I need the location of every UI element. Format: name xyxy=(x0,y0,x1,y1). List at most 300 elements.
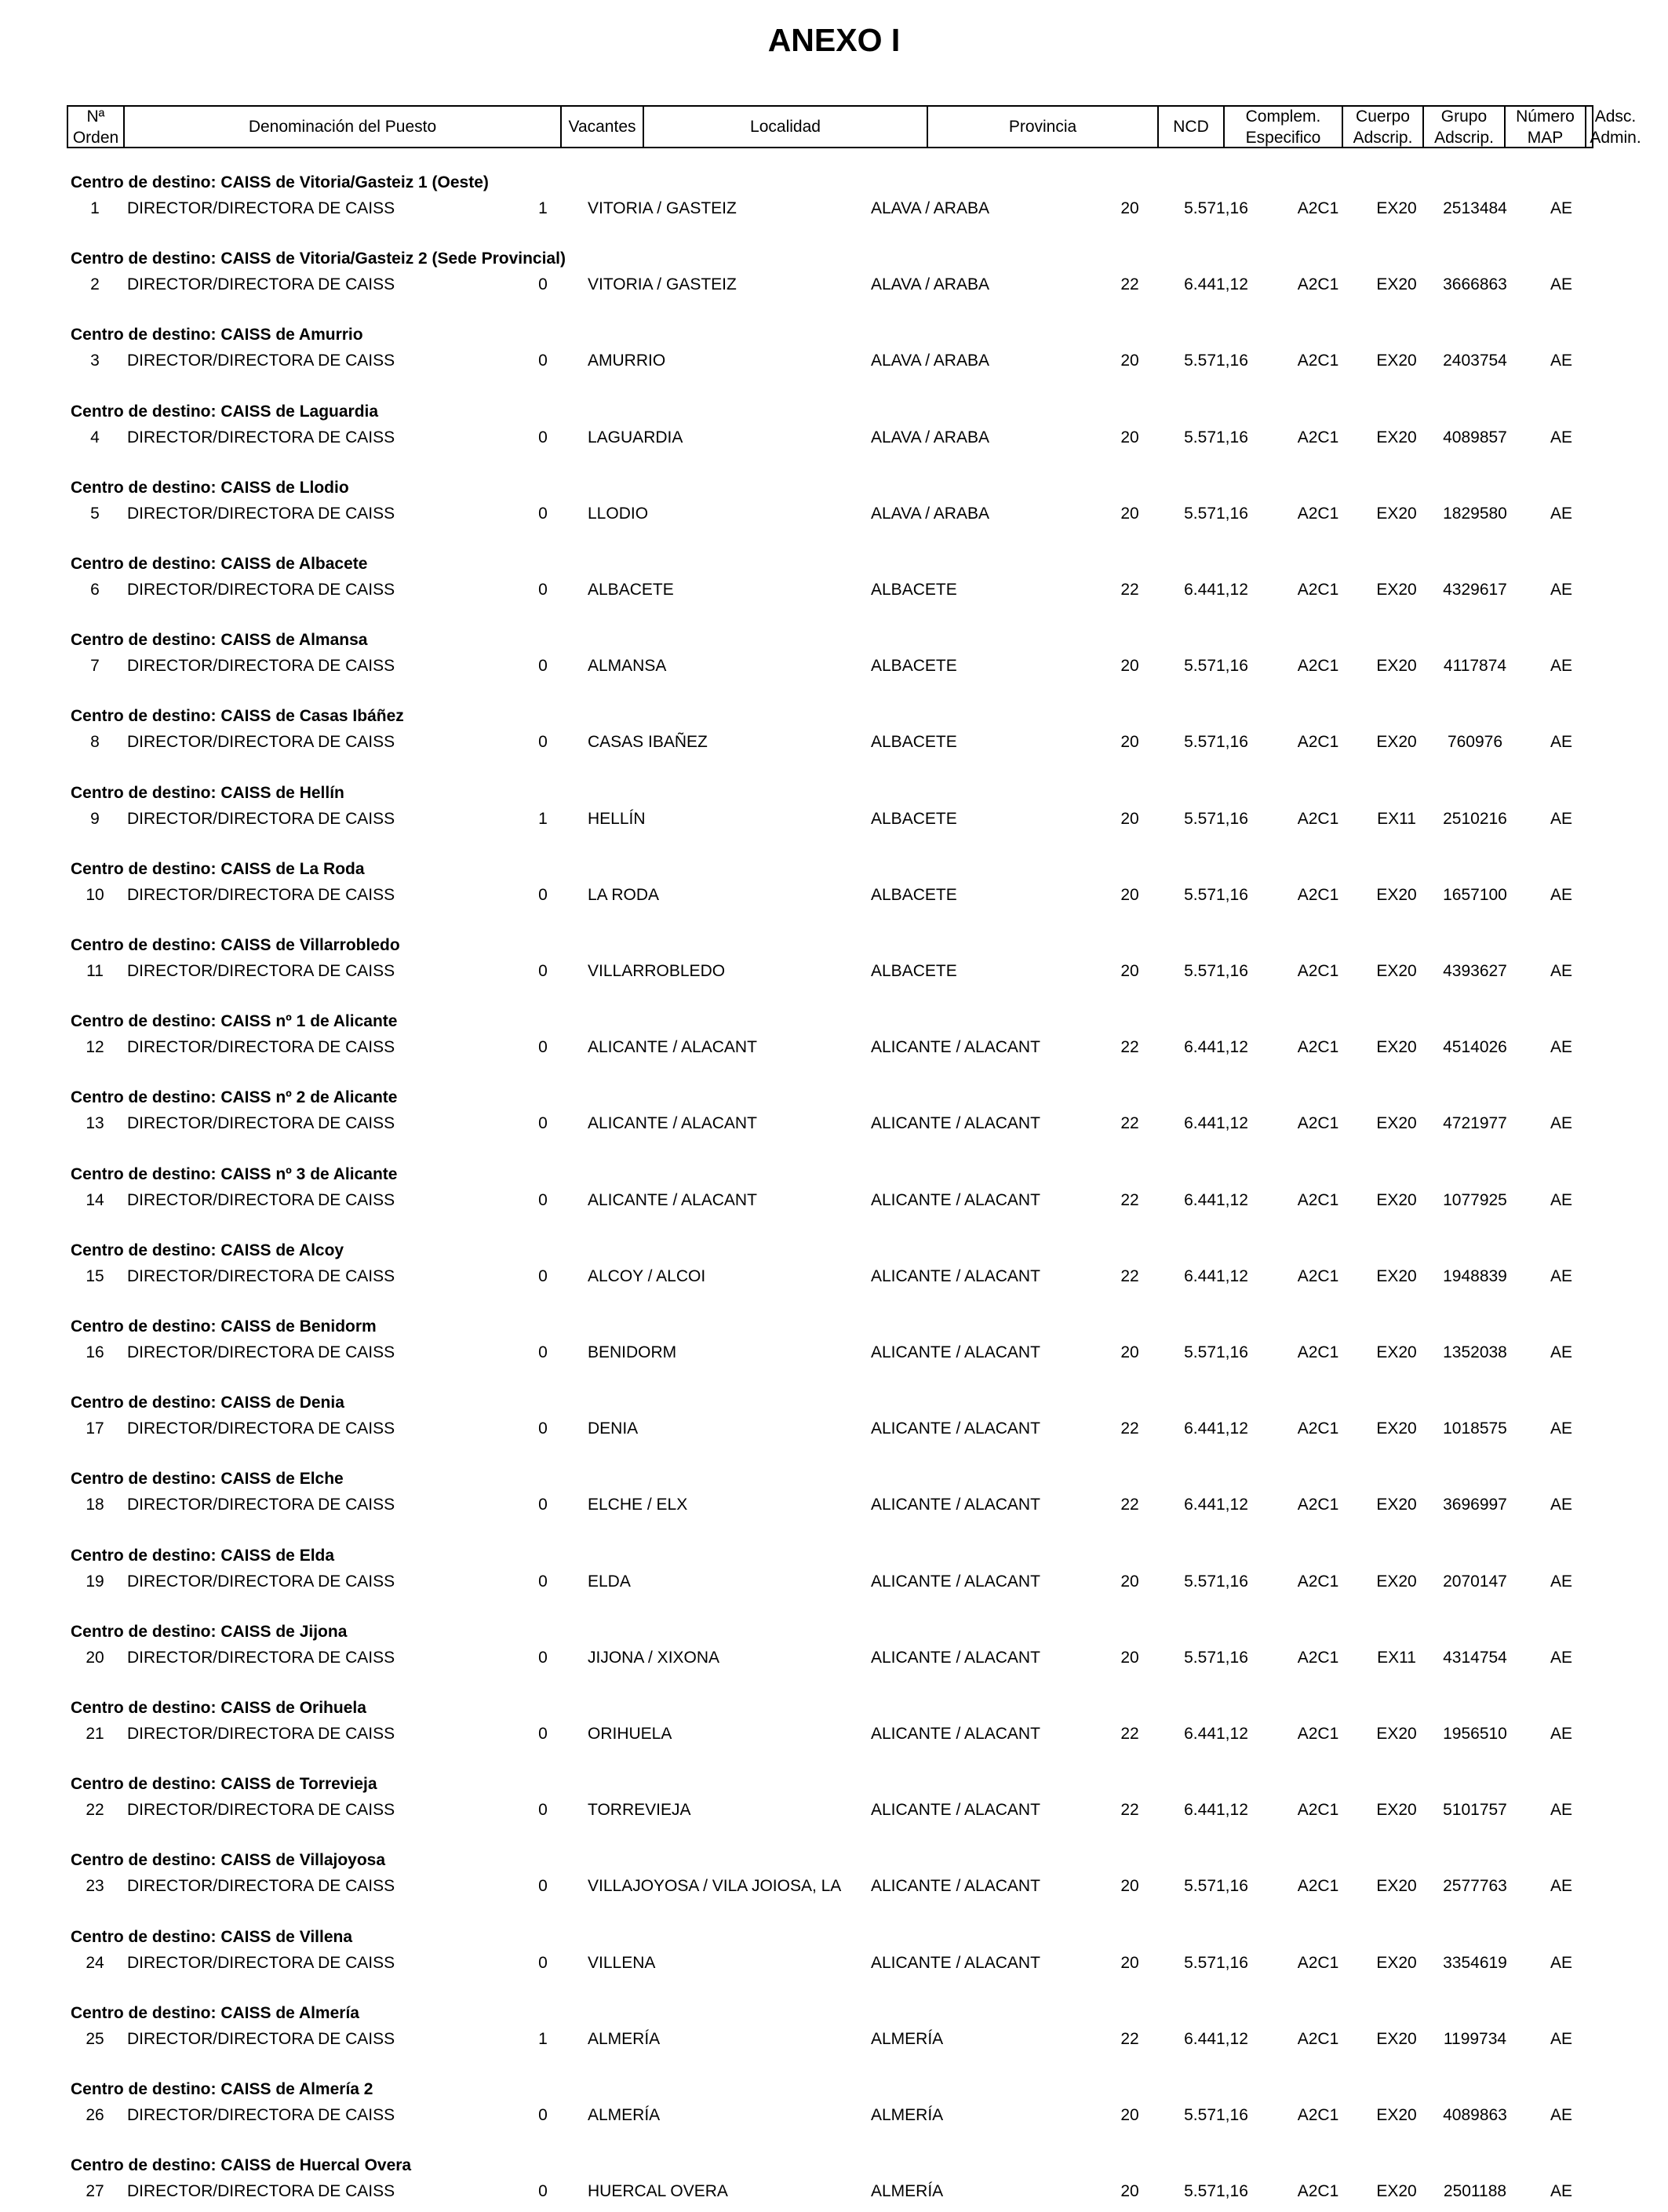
cell-map: 4314754 xyxy=(1443,1649,1507,1667)
cell-map: 3666863 xyxy=(1443,275,1507,293)
cell-cuerpo: A2C1 xyxy=(1297,428,1339,446)
destination-group xyxy=(0,249,1668,305)
cell-cuerpo: A2C1 xyxy=(1297,1191,1339,1209)
cell-map: 1352038 xyxy=(1443,1343,1507,1361)
cell-provincia: ALMERÍA xyxy=(871,2106,944,2124)
cell-localidad: ALICANTE / ALACANT xyxy=(588,1114,757,1132)
cell-complemento: 5.571,16 xyxy=(1184,810,1248,828)
cell-complemento: 6.441,12 xyxy=(1184,1419,1248,1438)
cell-provincia: ALICANTE / ALACANT xyxy=(871,1877,1040,1895)
table-row xyxy=(0,2181,1668,2202)
cell-adsc: AE xyxy=(1550,1649,1572,1667)
cell-provincia: ALBACETE xyxy=(871,581,957,599)
cell-map: 4117874 xyxy=(1443,657,1507,675)
centro-destino-heading: Centro de destino: CAISS de Almería 2 xyxy=(71,2080,373,2098)
cell-puesto: DIRECTOR/DIRECTORA DE CAISS xyxy=(127,2030,395,2048)
cell-orden: 20 xyxy=(86,1649,104,1667)
cell-vacantes: 1 xyxy=(538,2030,548,2048)
cell-provincia: ALBACETE xyxy=(871,886,957,904)
centro-destino-heading: Centro de destino: CAISS de Laguardia xyxy=(71,403,379,421)
cell-ncd: 20 xyxy=(1120,962,1139,980)
cell-puesto: DIRECTOR/DIRECTORA DE CAISS xyxy=(127,1419,395,1438)
cell-puesto: DIRECTOR/DIRECTORA DE CAISS xyxy=(127,275,395,293)
cell-puesto: DIRECTOR/DIRECTORA DE CAISS xyxy=(127,1725,395,1743)
cell-adsc: AE xyxy=(1550,1877,1572,1895)
cell-puesto: DIRECTOR/DIRECTORA DE CAISS xyxy=(127,1267,395,1285)
cell-map: 4721977 xyxy=(1443,1114,1507,1132)
cell-grupo: EX20 xyxy=(1376,1038,1417,1056)
cell-provincia: ALICANTE / ALACANT xyxy=(871,1191,1040,1209)
cell-complemento: 6.441,12 xyxy=(1184,581,1248,599)
cell-adsc: AE xyxy=(1550,886,1572,904)
cell-orden: 9 xyxy=(90,810,100,828)
cell-grupo: EX20 xyxy=(1376,1496,1417,1514)
cell-adsc: AE xyxy=(1550,1419,1572,1438)
cell-complemento: 6.441,12 xyxy=(1184,1114,1248,1132)
destination-group xyxy=(0,1927,1668,1984)
cell-map: 1829580 xyxy=(1443,505,1507,523)
cell-localidad: LAGUARDIA xyxy=(588,428,683,446)
cell-complemento: 5.571,16 xyxy=(1184,657,1248,675)
cell-adsc: AE xyxy=(1550,352,1572,370)
cell-puesto: DIRECTOR/DIRECTORA DE CAISS xyxy=(127,962,395,980)
cell-ncd: 22 xyxy=(1120,1114,1139,1132)
cell-localidad: ALMANSA xyxy=(588,657,667,675)
destination-group xyxy=(0,2156,1668,2212)
cell-provincia: ALICANTE / ALACANT xyxy=(871,1801,1040,1819)
header-map: Número MAP xyxy=(1504,107,1585,147)
table-row xyxy=(0,1953,1668,1973)
destination-group xyxy=(0,173,1668,229)
cell-cuerpo: A2C1 xyxy=(1297,1419,1339,1438)
cell-grupo: EX20 xyxy=(1376,1267,1417,1285)
header-orden: Nª Orden xyxy=(72,107,119,147)
cell-cuerpo: A2C1 xyxy=(1297,275,1339,293)
cell-map: 4329617 xyxy=(1443,581,1507,599)
cell-ncd: 20 xyxy=(1120,428,1139,446)
centro-destino-heading: Centro de destino: CAISS de Vitoria/Gasteiz 1 (Oeste) xyxy=(71,173,489,191)
cell-adsc: AE xyxy=(1550,1191,1572,1209)
centro-destino-heading: Centro de destino: CAISS de Llodio xyxy=(71,479,349,497)
cell-localidad: TORREVIEJA xyxy=(588,1801,691,1819)
cell-adsc: AE xyxy=(1550,1725,1572,1743)
centro-destino-heading: Centro de destino: CAISS de Jijona xyxy=(71,1623,348,1641)
cell-cuerpo: A2C1 xyxy=(1297,1877,1339,1895)
cell-grupo: EX20 xyxy=(1376,657,1417,675)
cell-orden: 2 xyxy=(90,275,100,293)
cell-provincia: ALICANTE / ALACANT xyxy=(871,1038,1040,1056)
table-row xyxy=(0,1190,1668,1211)
cell-vacantes: 0 xyxy=(538,1725,548,1743)
centro-destino-heading: Centro de destino: CAISS de Alcoy xyxy=(71,1241,344,1259)
destination-group xyxy=(0,1546,1668,1602)
destination-group xyxy=(0,478,1668,534)
cell-adsc: AE xyxy=(1550,962,1572,980)
cell-ncd: 20 xyxy=(1120,1649,1139,1667)
table-row xyxy=(0,2029,1668,2050)
cell-puesto: DIRECTOR/DIRECTORA DE CAISS xyxy=(127,428,395,446)
cell-vacantes: 0 xyxy=(538,1801,548,1819)
cell-cuerpo: A2C1 xyxy=(1297,1267,1339,1285)
centro-destino-heading: Centro de destino: CAISS de Torrevieja xyxy=(71,1775,377,1793)
cell-adsc: AE xyxy=(1550,1572,1572,1591)
cell-map: 1077925 xyxy=(1443,1191,1507,1209)
cell-ncd: 20 xyxy=(1120,733,1139,751)
cell-orden: 17 xyxy=(86,1419,104,1438)
cell-grupo: EX20 xyxy=(1376,352,1417,370)
cell-localidad: ELCHE / ELX xyxy=(588,1496,688,1514)
table-row xyxy=(0,885,1668,906)
cell-vacantes: 0 xyxy=(538,962,548,980)
destination-group xyxy=(0,325,1668,381)
cell-grupo: EX20 xyxy=(1376,2182,1417,2200)
cell-localidad: VITORIA / GASTEIZ xyxy=(588,199,737,217)
cell-puesto: DIRECTOR/DIRECTORA DE CAISS xyxy=(127,657,395,675)
destination-group xyxy=(0,1622,1668,1678)
cell-puesto: DIRECTOR/DIRECTORA DE CAISS xyxy=(127,886,395,904)
cell-map: 1657100 xyxy=(1443,886,1507,904)
cell-grupo: EX20 xyxy=(1376,1877,1417,1895)
header-denominacion: Denominación del Puesto xyxy=(123,107,560,147)
cell-orden: 18 xyxy=(86,1496,104,1514)
cell-vacantes: 0 xyxy=(538,352,548,370)
cell-adsc: AE xyxy=(1550,1801,1572,1819)
table-row xyxy=(0,1724,1668,1744)
table-row xyxy=(0,1495,1668,1515)
cell-complemento: 5.571,16 xyxy=(1184,2106,1248,2124)
destination-group xyxy=(0,2079,1668,2136)
cell-localidad: LLODIO xyxy=(588,505,649,523)
cell-localidad: ORIHUELA xyxy=(588,1725,672,1743)
cell-orden: 23 xyxy=(86,1877,104,1895)
cell-vacantes: 0 xyxy=(538,2106,548,2124)
centro-destino-heading: Centro de destino: CAISS de Casas Ibáñez xyxy=(71,707,404,725)
cell-grupo: EX20 xyxy=(1376,2106,1417,2124)
cell-provincia: ALICANTE / ALACANT xyxy=(871,1496,1040,1514)
cell-orden: 6 xyxy=(90,581,100,599)
cell-provincia: ALICANTE / ALACANT xyxy=(871,1267,1040,1285)
cell-ncd: 20 xyxy=(1120,810,1139,828)
cell-provincia: ALICANTE / ALACANT xyxy=(871,1954,1040,1972)
cell-vacantes: 1 xyxy=(538,810,548,828)
cell-orden: 16 xyxy=(86,1343,104,1361)
cell-puesto: DIRECTOR/DIRECTORA DE CAISS xyxy=(127,1038,395,1056)
cell-orden: 27 xyxy=(86,2182,104,2200)
destination-group xyxy=(0,630,1668,687)
cell-adsc: AE xyxy=(1550,1496,1572,1514)
cell-complemento: 6.441,12 xyxy=(1184,1725,1248,1743)
centro-destino-heading: Centro de destino: CAISS nº 2 de Alicante xyxy=(71,1088,398,1106)
cell-ncd: 20 xyxy=(1120,886,1139,904)
cell-ncd: 20 xyxy=(1120,1343,1139,1361)
cell-adsc: AE xyxy=(1550,2106,1572,2124)
cell-puesto: DIRECTOR/DIRECTORA DE CAISS xyxy=(127,810,395,828)
cell-cuerpo: A2C1 xyxy=(1297,1496,1339,1514)
cell-adsc: AE xyxy=(1550,275,1572,293)
cell-localidad: AMURRIO xyxy=(588,352,666,370)
cell-ncd: 22 xyxy=(1120,1801,1139,1819)
cell-ncd: 22 xyxy=(1120,1725,1139,1743)
cell-localidad: VILLARROBLEDO xyxy=(588,962,726,980)
table-row xyxy=(0,732,1668,753)
cell-puesto: DIRECTOR/DIRECTORA DE CAISS xyxy=(127,1572,395,1591)
cell-ncd: 20 xyxy=(1120,1954,1139,1972)
cell-puesto: DIRECTOR/DIRECTORA DE CAISS xyxy=(127,1877,395,1895)
cell-vacantes: 0 xyxy=(538,505,548,523)
cell-complemento: 6.441,12 xyxy=(1184,2030,1248,2048)
cell-adsc: AE xyxy=(1550,657,1572,675)
cell-ncd: 22 xyxy=(1120,1191,1139,1209)
cell-vacantes: 0 xyxy=(538,1114,548,1132)
cell-localidad: LA RODA xyxy=(588,886,660,904)
cell-provincia: ALBACETE xyxy=(871,733,957,751)
cell-localidad: HUERCAL OVERA xyxy=(588,2182,728,2200)
cell-map: 1199734 xyxy=(1443,2030,1507,2048)
cell-localidad: HELLÍN xyxy=(588,810,646,828)
cell-map: 760976 xyxy=(1447,733,1503,751)
destination-group xyxy=(0,1698,1668,1755)
cell-complemento: 5.571,16 xyxy=(1184,1343,1248,1361)
cell-cuerpo: A2C1 xyxy=(1297,199,1339,217)
header-grupo: Grupo Adscrip. xyxy=(1422,107,1504,147)
destination-group xyxy=(0,1164,1668,1221)
cell-orden: 19 xyxy=(86,1572,104,1591)
cell-map: 1948839 xyxy=(1443,1267,1507,1285)
header-vacantes: Vacantes xyxy=(560,107,643,147)
table-row xyxy=(0,1419,1668,1439)
cell-cuerpo: A2C1 xyxy=(1297,733,1339,751)
cell-adsc: AE xyxy=(1550,1267,1572,1285)
cell-grupo: EX20 xyxy=(1376,1191,1417,1209)
cell-provincia: ALBACETE xyxy=(871,962,957,980)
cell-cuerpo: A2C1 xyxy=(1297,2106,1339,2124)
cell-localidad: VITORIA / GASTEIZ xyxy=(588,275,737,293)
cell-orden: 8 xyxy=(90,733,100,751)
cell-orden: 3 xyxy=(90,352,100,370)
cell-orden: 4 xyxy=(90,428,100,446)
cell-cuerpo: A2C1 xyxy=(1297,505,1339,523)
cell-cuerpo: A2C1 xyxy=(1297,1114,1339,1132)
cell-grupo: EX11 xyxy=(1377,810,1416,828)
header-complemento: Complem. Especifico xyxy=(1223,107,1342,147)
table-row xyxy=(0,1876,1668,1897)
cell-provincia: ALMERÍA xyxy=(871,2182,944,2200)
cell-cuerpo: A2C1 xyxy=(1297,581,1339,599)
cell-cuerpo: A2C1 xyxy=(1297,886,1339,904)
cell-grupo: EX20 xyxy=(1376,1954,1417,1972)
destination-group xyxy=(0,1088,1668,1144)
destination-group xyxy=(0,1774,1668,1831)
table-row xyxy=(0,580,1668,600)
destination-group xyxy=(0,1241,1668,1297)
cell-grupo: EX20 xyxy=(1376,962,1417,980)
centro-destino-heading: Centro de destino: CAISS de Almansa xyxy=(71,631,368,649)
cell-orden: 1 xyxy=(90,199,100,217)
cell-cuerpo: A2C1 xyxy=(1297,962,1339,980)
cell-provincia: ALICANTE / ALACANT xyxy=(871,1343,1040,1361)
destination-group xyxy=(0,1393,1668,1449)
cell-complemento: 5.571,16 xyxy=(1184,886,1248,904)
destination-group xyxy=(0,1850,1668,1907)
cell-map: 4089857 xyxy=(1443,428,1507,446)
cell-map: 3354619 xyxy=(1443,1954,1507,1972)
cell-map: 2403754 xyxy=(1443,352,1507,370)
cell-localidad: ALICANTE / ALACANT xyxy=(588,1038,757,1056)
cell-vacantes: 0 xyxy=(538,886,548,904)
cell-provincia: ALAVA / ARABA xyxy=(871,199,989,217)
centro-destino-heading: Centro de destino: CAISS nº 3 de Alicante xyxy=(71,1165,398,1183)
cell-localidad: ELDA xyxy=(588,1572,631,1591)
cell-localidad: ALMERÍA xyxy=(588,2030,661,2048)
centro-destino-heading: Centro de destino: CAISS de Vitoria/Gasteiz 2 (Sede Provincial) xyxy=(71,250,566,268)
cell-complemento: 6.441,12 xyxy=(1184,1496,1248,1514)
centro-destino-heading: Centro de destino: CAISS de Orihuela xyxy=(71,1699,366,1717)
cell-puesto: DIRECTOR/DIRECTORA DE CAISS xyxy=(127,2182,395,2200)
cell-vacantes: 0 xyxy=(538,1877,548,1895)
table-row xyxy=(0,1572,1668,1592)
page-title: ANEXO I xyxy=(767,22,901,58)
cell-ncd: 22 xyxy=(1120,1267,1139,1285)
cell-adsc: AE xyxy=(1550,1343,1572,1361)
centro-destino-heading: Centro de destino: CAISS de Amurrio xyxy=(71,326,363,344)
cell-cuerpo: A2C1 xyxy=(1297,1801,1339,1819)
cell-localidad: BENIDORM xyxy=(588,1343,677,1361)
cell-cuerpo: A2C1 xyxy=(1297,810,1339,828)
cell-ncd: 22 xyxy=(1120,1419,1139,1438)
cell-ncd: 22 xyxy=(1120,1496,1139,1514)
centro-destino-heading: Centro de destino: CAISS de Huercal Overa xyxy=(71,2156,412,2174)
cell-orden: 22 xyxy=(86,1801,104,1819)
centro-destino-heading: Centro de destino: CAISS de La Roda xyxy=(71,860,365,878)
cell-grupo: EX20 xyxy=(1376,275,1417,293)
cell-grupo: EX20 xyxy=(1376,1801,1417,1819)
cell-adsc: AE xyxy=(1550,428,1572,446)
cell-vacantes: 0 xyxy=(538,1649,548,1667)
cell-orden: 11 xyxy=(86,962,104,980)
table-row xyxy=(0,961,1668,982)
cell-localidad: DENIA xyxy=(588,1419,639,1438)
cell-adsc: AE xyxy=(1550,2182,1572,2200)
table-row xyxy=(0,504,1668,524)
cell-complemento: 5.571,16 xyxy=(1184,199,1248,217)
table-row xyxy=(0,428,1668,448)
cell-map: 1018575 xyxy=(1443,1419,1507,1438)
table-row xyxy=(0,199,1668,219)
table-header xyxy=(67,105,1641,148)
cell-ncd: 20 xyxy=(1120,352,1139,370)
cell-map: 3696997 xyxy=(1443,1496,1507,1514)
destination-group xyxy=(0,402,1668,458)
cell-ncd: 20 xyxy=(1120,505,1139,523)
header-ncd: NCD xyxy=(1157,107,1223,147)
cell-provincia: ALICANTE / ALACANT xyxy=(871,1572,1040,1591)
cell-vacantes: 0 xyxy=(538,1419,548,1438)
cell-provincia: ALBACETE xyxy=(871,810,957,828)
cell-map: 4514026 xyxy=(1443,1038,1507,1056)
header-cuerpo: Cuerpo Adscrip. xyxy=(1342,107,1422,147)
table-row xyxy=(0,809,1668,829)
cell-map: 2510216 xyxy=(1443,810,1507,828)
cell-provincia: ALICANTE / ALACANT xyxy=(871,1419,1040,1438)
centro-destino-heading: Centro de destino: CAISS de Almería xyxy=(71,2004,359,2022)
cell-provincia: ALICANTE / ALACANT xyxy=(871,1114,1040,1132)
cell-grupo: EX20 xyxy=(1376,2030,1417,2048)
cell-localidad: ALBACETE xyxy=(588,581,674,599)
destination-group xyxy=(0,783,1668,840)
cell-ncd: 22 xyxy=(1120,275,1139,293)
cell-ncd: 20 xyxy=(1120,1572,1139,1591)
header-adsc: Adsc. Admin. xyxy=(1585,107,1644,147)
cell-complemento: 5.571,16 xyxy=(1184,733,1248,751)
cell-complemento: 5.571,16 xyxy=(1184,428,1248,446)
cell-provincia: ALBACETE xyxy=(871,657,957,675)
cell-cuerpo: A2C1 xyxy=(1297,1725,1339,1743)
cell-puesto: DIRECTOR/DIRECTORA DE CAISS xyxy=(127,1954,395,1972)
cell-localidad: VILLENA xyxy=(588,1954,656,1972)
cell-grupo: EX20 xyxy=(1376,1114,1417,1132)
cell-ncd: 20 xyxy=(1120,657,1139,675)
table-row xyxy=(0,1037,1668,1058)
cell-map: 1956510 xyxy=(1443,1725,1507,1743)
cell-vacantes: 0 xyxy=(538,657,548,675)
table-row xyxy=(0,1266,1668,1287)
table-row xyxy=(0,1113,1668,1134)
cell-complemento: 5.571,16 xyxy=(1184,1572,1248,1591)
centro-destino-heading: Centro de destino: CAISS de Albacete xyxy=(71,555,368,573)
cell-complemento: 5.571,16 xyxy=(1184,505,1248,523)
cell-vacantes: 0 xyxy=(538,1572,548,1591)
cell-vacantes: 1 xyxy=(538,199,548,217)
cell-orden: 12 xyxy=(86,1038,104,1056)
cell-grupo: EX20 xyxy=(1376,199,1417,217)
table-row xyxy=(0,2105,1668,2126)
cell-grupo: EX20 xyxy=(1376,428,1417,446)
cell-cuerpo: A2C1 xyxy=(1297,2030,1339,2048)
cell-localidad: ALCOY / ALCOI xyxy=(588,1267,706,1285)
centro-destino-heading: Centro de destino: CAISS de Villarrobledo xyxy=(71,936,400,954)
cell-ncd: 20 xyxy=(1120,2106,1139,2124)
cell-puesto: DIRECTOR/DIRECTORA DE CAISS xyxy=(127,505,395,523)
cell-cuerpo: A2C1 xyxy=(1297,352,1339,370)
cell-grupo: EX20 xyxy=(1376,886,1417,904)
cell-adsc: AE xyxy=(1550,505,1572,523)
cell-adsc: AE xyxy=(1550,1038,1572,1056)
cell-puesto: DIRECTOR/DIRECTORA DE CAISS xyxy=(127,1801,395,1819)
cell-map: 2070147 xyxy=(1443,1572,1507,1591)
destination-group xyxy=(0,1469,1668,1525)
header-provincia: Provincia xyxy=(927,107,1157,147)
cell-orden: 14 xyxy=(86,1191,104,1209)
cell-orden: 24 xyxy=(86,1954,104,1972)
cell-provincia: ALAVA / ARABA xyxy=(871,428,989,446)
cell-grupo: EX11 xyxy=(1377,1649,1416,1667)
cell-provincia: ALICANTE / ALACANT xyxy=(871,1725,1040,1743)
cell-grupo: EX20 xyxy=(1376,505,1417,523)
cell-orden: 21 xyxy=(86,1725,104,1743)
table-row xyxy=(0,1343,1668,1363)
cell-complemento: 5.571,16 xyxy=(1184,2182,1248,2200)
cell-adsc: AE xyxy=(1550,810,1572,828)
cell-complemento: 6.441,12 xyxy=(1184,1038,1248,1056)
cell-puesto: DIRECTOR/DIRECTORA DE CAISS xyxy=(127,581,395,599)
cell-vacantes: 0 xyxy=(538,1954,548,1972)
cell-adsc: AE xyxy=(1550,1114,1572,1132)
cell-puesto: DIRECTOR/DIRECTORA DE CAISS xyxy=(127,1649,395,1667)
cell-cuerpo: A2C1 xyxy=(1297,1954,1339,1972)
cell-vacantes: 0 xyxy=(538,581,548,599)
table-row xyxy=(0,275,1668,295)
cell-grupo: EX20 xyxy=(1376,1572,1417,1591)
